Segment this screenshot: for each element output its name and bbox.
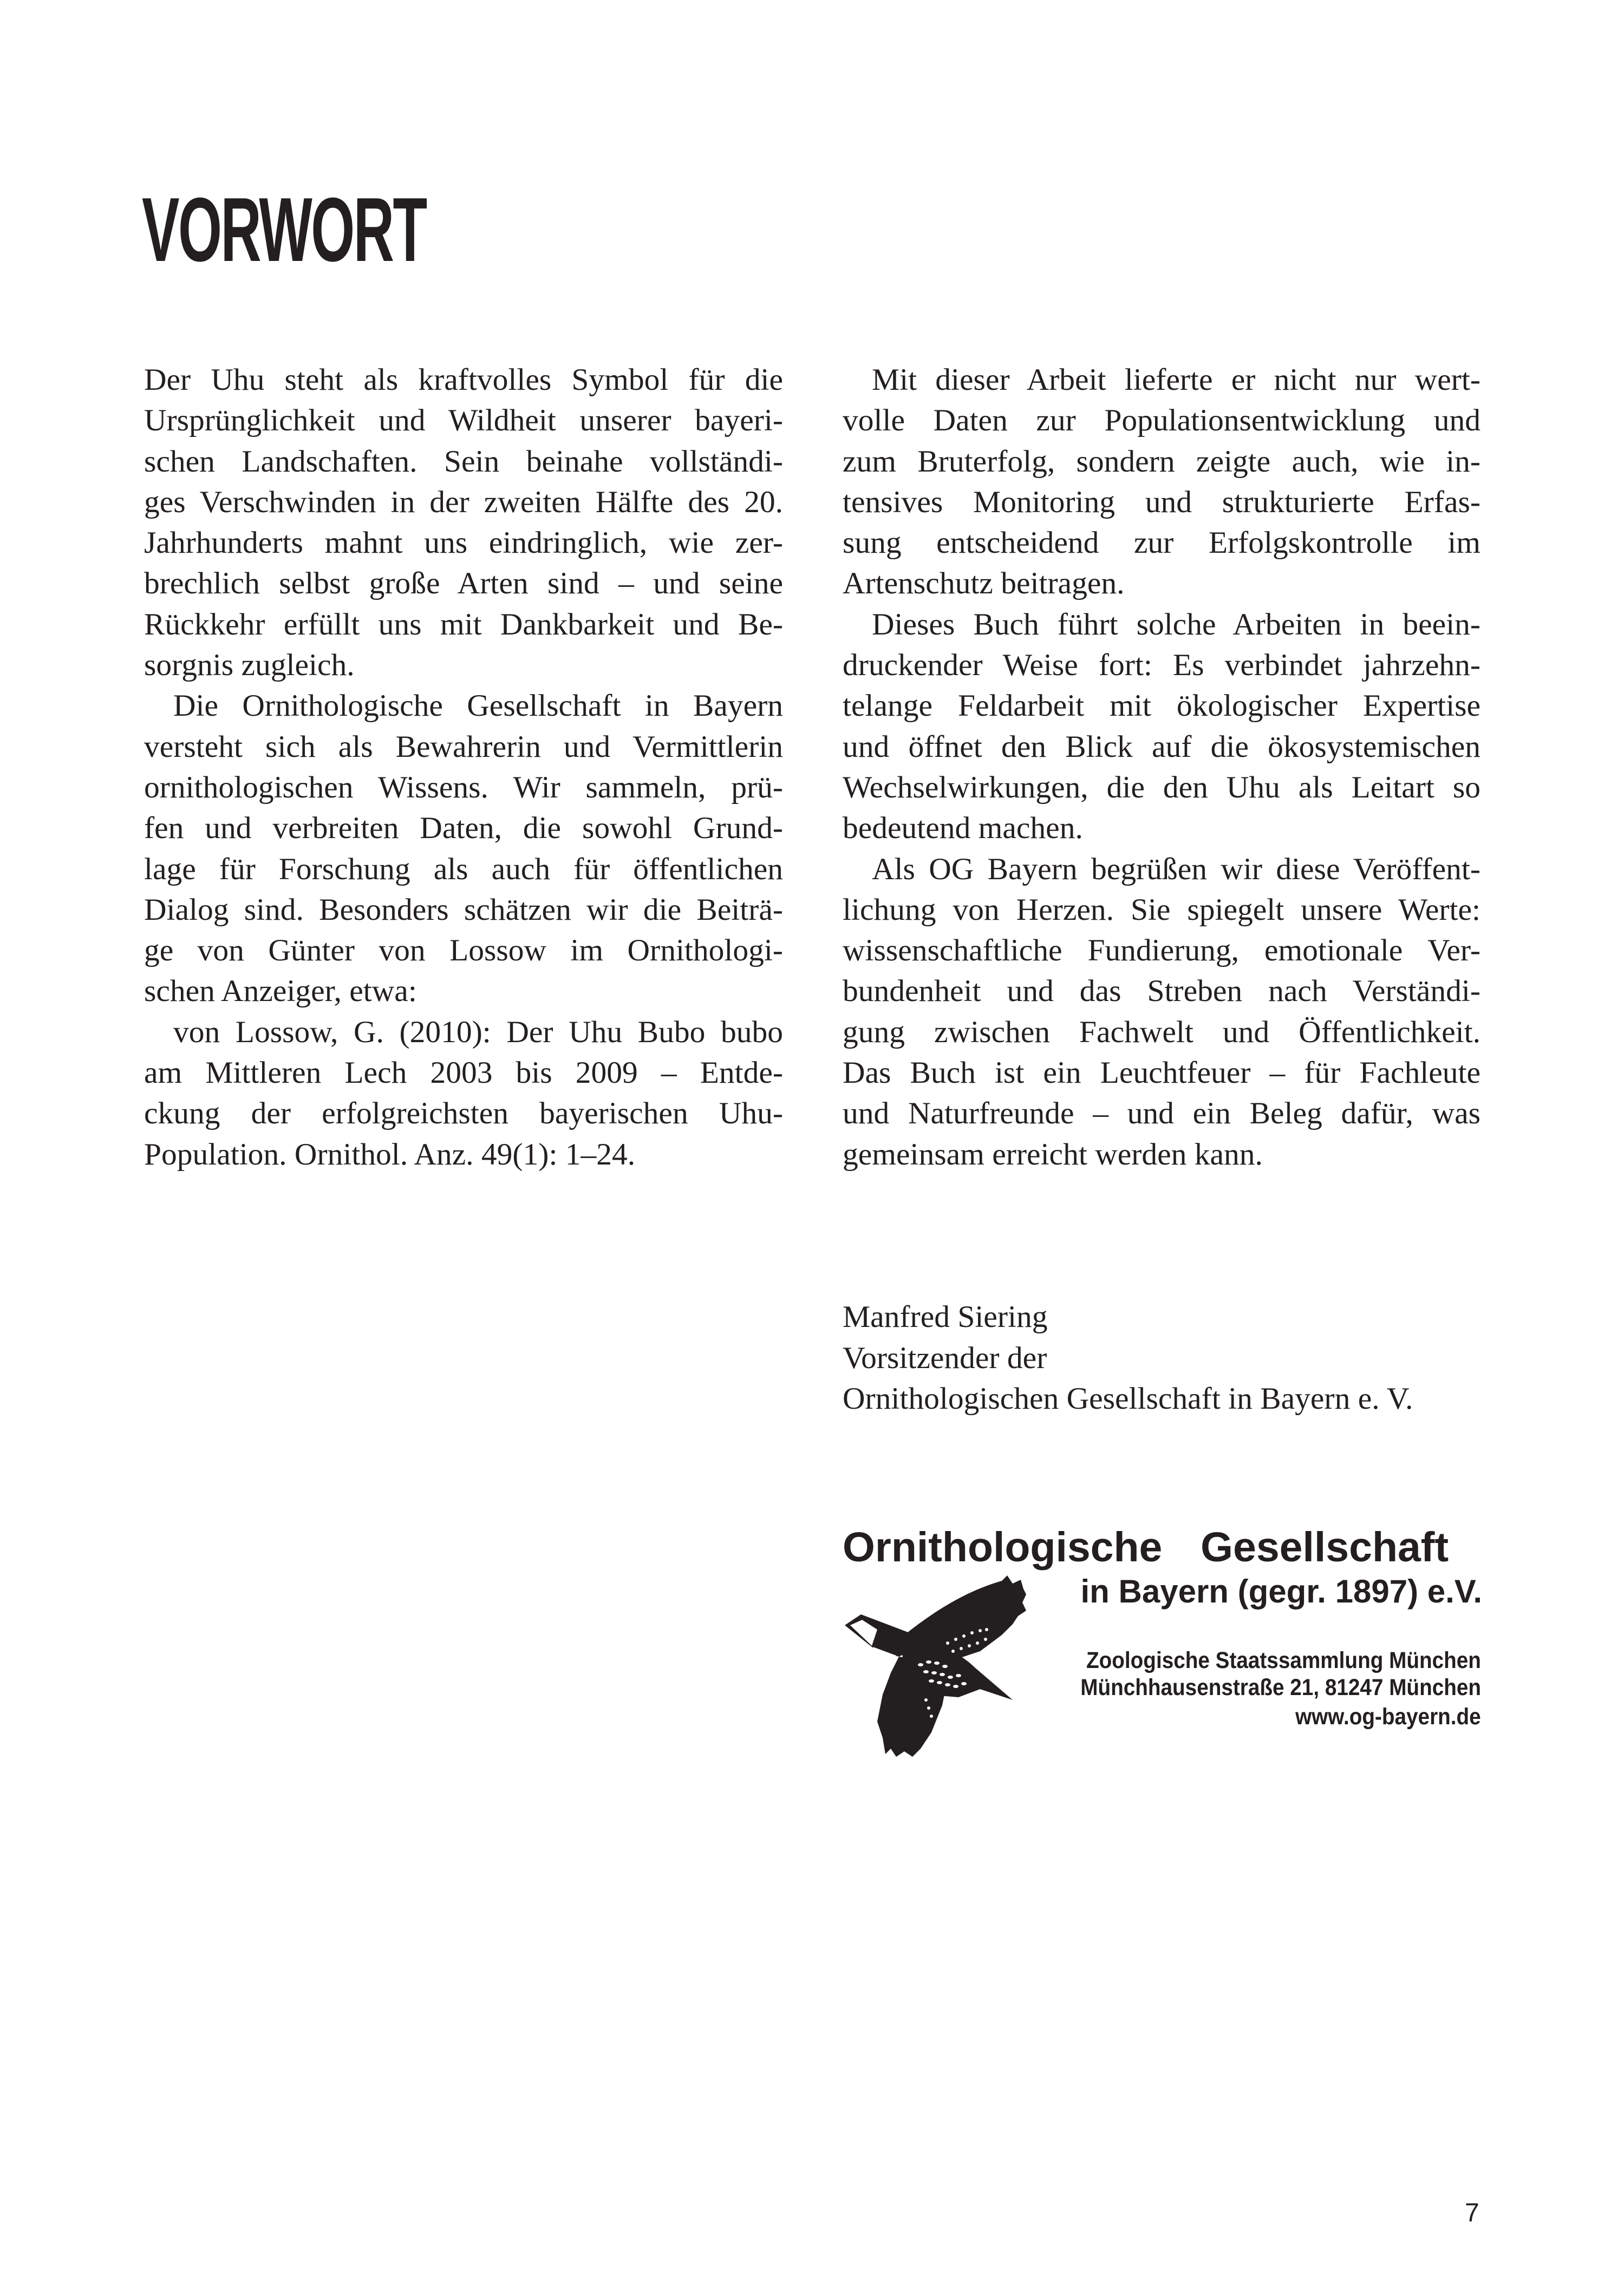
- page-number: 7: [1465, 2199, 1479, 2227]
- text-line: bundenheit und das Streben nach Verständi-: [843, 974, 1480, 1009]
- logo-title-line2: in Bayern (gegr. 1897) e.V.: [1080, 1573, 1482, 1610]
- text-line: schen Landschaften. Sein beinahe vollständi-: [144, 444, 783, 479]
- signature-role: Vorsitzender der: [843, 1340, 1047, 1375]
- text-line: bedeutend machen.: [843, 811, 1083, 846]
- text-line: lage für Forschung als auch für öffentlichen: [144, 852, 783, 886]
- text-line: Wechselwirkungen, die den Uhu als Leitart so: [843, 770, 1480, 804]
- text-line: Jahrhunderts mahnt uns eindringlich, wie zer-: [144, 526, 783, 560]
- text-line: volle Daten zur Populationsentwicklung und: [843, 403, 1480, 438]
- logo-title-line1: Ornithologische Gesellschaft: [843, 1524, 1449, 1571]
- text-line: schen Anzeiger, etwa:: [144, 974, 417, 1009]
- signature-block: [843, 1297, 1413, 1420]
- text-line: und Naturfreunde – und ein Beleg dafür, was: [843, 1096, 1480, 1131]
- signature-name: Manfred Siering: [843, 1300, 1048, 1334]
- text-line: Ursprünglichkeit und Wildheit unserer bayeri-: [144, 403, 783, 438]
- text-line: fen und verbreiten Daten, die sowohl Grund-: [144, 811, 783, 846]
- text-line: Rückkehr erfüllt uns mit Dankbarkeit und Be-: [144, 607, 783, 642]
- text-line: Der Uhu steht als kraftvolles Symbol für die: [144, 363, 783, 397]
- text-line: druckender Weise fort: Es verbindet jahrzehn-: [843, 648, 1480, 683]
- og-bayern-logo: [839, 1524, 1486, 1754]
- text-line: Die Ornithologische Gesellschaft in Bayern: [173, 689, 783, 723]
- text-line: Dialog sind. Besonders schätzen wir die Beiträ-: [144, 892, 783, 927]
- text-line: gemeinsam erreicht werden kann.: [843, 1137, 1263, 1172]
- text-line: ge von Günter von Lossow im Ornithologi-: [144, 933, 783, 968]
- citation-line: von Lossow, G. (2010): Der Uhu Bubo bubo: [173, 1015, 783, 1049]
- text-line: tensives Monitoring und strukturierte Erfas-: [843, 485, 1480, 519]
- text-line: sung entscheidend zur Erfolgskontrolle im: [843, 526, 1480, 560]
- text-line: Das Buch ist ein Leuchtfeuer – für Fachleute: [843, 1056, 1480, 1090]
- bird-in-flight-icon: [839, 1570, 1045, 1765]
- text-line: gung zwischen Fachwelt und Öffentlichkeit.: [843, 1015, 1480, 1049]
- left-text-column: [144, 359, 783, 1175]
- text-line: und öffnet den Blick auf die ökosystemischen: [843, 729, 1480, 764]
- text-line: ges Verschwinden in der zweiten Hälfte des 20.: [144, 485, 783, 519]
- logo-website: www.og-bayern.de: [1295, 1704, 1481, 1730]
- logo-address-line2: Münchhausenstraße 21, 81247 München: [1080, 1674, 1481, 1700]
- text-line: Artenschutz beitragen.: [843, 566, 1125, 601]
- text-line: sorgnis zugleich.: [144, 648, 355, 683]
- text-line: zum Bruterfolg, sondern zeigte auch, wie in-: [843, 444, 1480, 479]
- text-line: Dieses Buch führt solche Arbeiten in beein-: [872, 607, 1480, 642]
- citation-line: Population. Ornithol. Anz. 49(1): 1–24.: [144, 1137, 636, 1172]
- text-line: brechlich selbst große Arten sind – und seine: [144, 566, 783, 601]
- text-line: wissenschaftliche Fundierung, emotionale Ver-: [843, 933, 1480, 968]
- right-text-column: [843, 359, 1480, 1175]
- citation-line: am Mittleren Lech 2003 bis 2009 – Entde-: [144, 1056, 783, 1090]
- text-line: Mit dieser Arbeit lieferte er nicht nur wert-: [872, 363, 1480, 397]
- text-line: ornithologischen Wissens. Wir sammeln, prü-: [144, 770, 783, 804]
- text-line: lichung von Herzen. Sie spiegelt unsere Werte:: [843, 892, 1480, 927]
- citation-line: ckung der erfolgreichsten bayerischen Uhu-: [144, 1096, 783, 1131]
- signature-organization: Ornithologischen Gesellschaft in Bayern e. V.: [843, 1382, 1413, 1416]
- text-line: telange Feldarbeit mit ökologischer Expertise: [843, 689, 1480, 723]
- text-line: Als OG Bayern begrüßen wir diese Veröffent-: [872, 852, 1480, 886]
- text-line: versteht sich als Bewahrerin und Vermittlerin: [144, 729, 783, 764]
- page-title: VORWORT: [142, 179, 426, 280]
- logo-address-line1: Zoologische Staatssammlung München: [1086, 1647, 1481, 1673]
